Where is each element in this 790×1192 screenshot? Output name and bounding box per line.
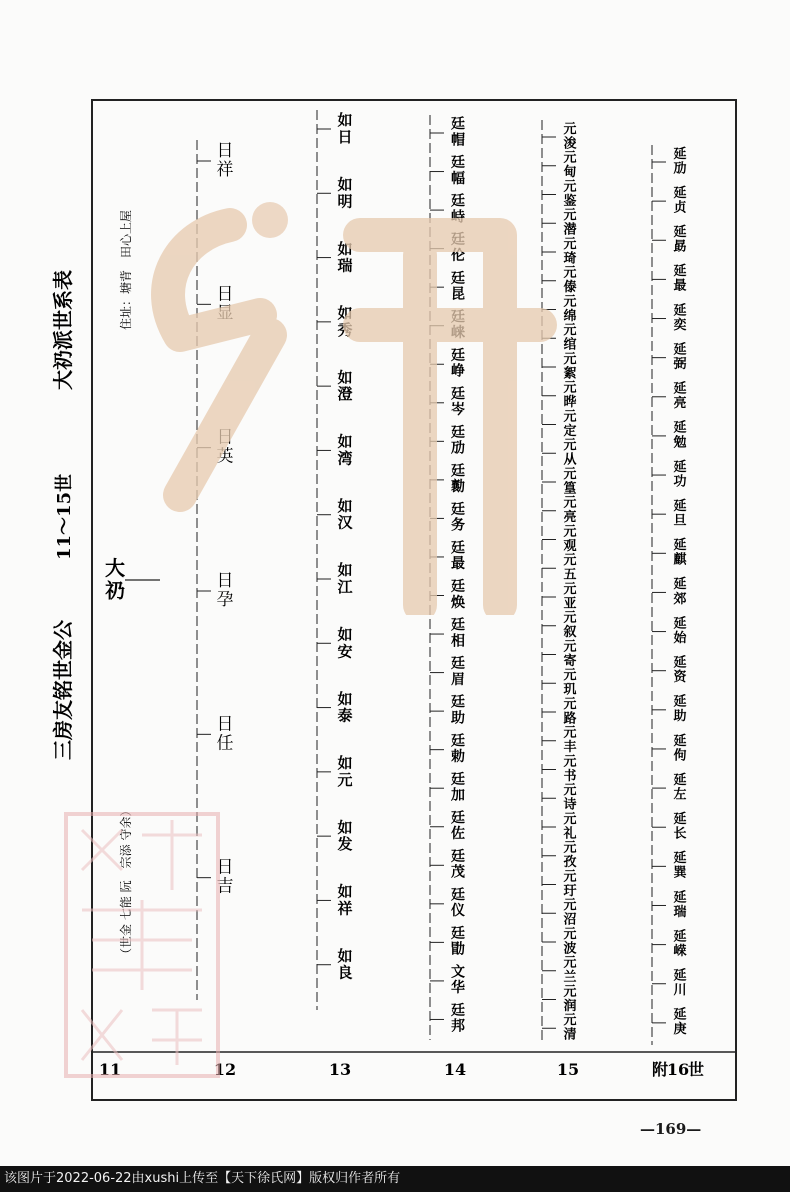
gen16-2 [673,928,687,959]
gen15-2-char: 元 [563,955,577,971]
gen15-5 [562,869,577,899]
gen16-10 [673,615,687,646]
gen16-14 [673,459,686,490]
gen15-16-char: 元 [563,553,577,569]
gen14-2 [451,925,465,958]
gen16-7 [673,733,686,764]
gen14-23-char: 廷 [451,116,465,133]
gen13-13-char: 日 [337,128,353,147]
generation-label-12: 12 [213,1060,237,1079]
gen15-6-char: 孜 [563,855,577,871]
page-range: 11～15世 [54,473,75,560]
gen15-27-char: 琦 [563,251,577,267]
gen13-4-char: 泰 [337,706,353,725]
gen16-10-char: 延 [673,616,687,632]
gen13-10-char: 如 [337,304,353,323]
gen15-31-char: 元 [563,121,577,137]
gen16-7-char: 佝 [673,748,687,764]
gen13-10-char: 秀 [337,320,353,339]
gen12-3-char: 英 [216,446,234,467]
gen15-7-char: 元 [563,811,577,827]
page-number: —169— [640,1120,702,1138]
gen16-6 [673,772,686,803]
gen15-28-char: 元 [563,208,577,224]
gen16-1-char: 川 [673,983,687,999]
gen14-8 [451,694,465,727]
gen16-1 [673,968,686,999]
gen13-9-char: 澄 [337,385,353,404]
gen15-10 [563,726,576,756]
gen14-6-char: 加 [451,787,465,804]
gen15-5-char: 元 [563,869,577,885]
gen14-3 [451,886,465,919]
gen14-11-char: 焕 [451,594,465,611]
gen16-14-char: 延 [673,459,687,475]
gen14-23-char: 帽 [451,132,465,149]
gen15-2 [563,956,576,986]
root-name-char: 大 [105,556,125,581]
gen16-22-char: 劢 [673,161,687,177]
gen13-5-char: 如 [337,625,353,644]
gen16-15 [673,420,686,451]
gen15-3-char: 波 [563,941,577,957]
gen16-5 [673,811,686,842]
gen15-16-char: 五 [563,567,577,583]
gen14-18-char: 崃 [451,324,465,341]
gen16-21-char: 延 [673,185,687,201]
gen15-3-char: 元 [563,926,577,942]
gen14-1-char: 华 [451,980,465,997]
copyright-footer: 该图片于2022-06-22由xushi上传至【天下徐氏网】版权归作者所有 [0,1166,790,1192]
gen15-4 [563,898,576,928]
gen15-11-char: 路 [563,711,577,727]
gen16-17-char: 延 [673,342,687,358]
gen14-13-char: 廷 [451,502,465,519]
gen16-5-char: 延 [673,812,687,828]
gen16-2-char: 嵘 [673,943,687,959]
gen15-30 [563,151,576,181]
gen14-0 [451,1002,465,1035]
gen14-5 [451,809,465,842]
address-note: 住址：塘背 田心上屋 [119,209,133,330]
gen16-21 [673,185,686,216]
gen13-0-char: 良 [337,963,353,982]
bracket-note: （世金 七能 阮 宗添 守余） [119,804,133,960]
gen16-10-char: 始 [673,630,687,646]
gen15-24-char: 元 [563,323,577,339]
gen14-15-char: 劢 [451,440,465,457]
gen13-0 [337,947,352,982]
gen15-31 [562,122,576,152]
gen15-7 [562,812,576,842]
gen15-23-char: 絮 [563,366,577,382]
gen14-0-char: 廷 [451,1003,465,1020]
gen16-9-char: 延 [673,655,687,671]
gen13-12-char: 如 [337,175,353,194]
gen14-20-char: 廷 [451,232,465,249]
gen14-22-char: 幅 [451,170,465,187]
gen12-4-char: 显 [216,303,234,324]
gen16-12 [673,537,687,568]
gen14-0-char: 邦 [451,1018,465,1035]
gen13-8-char: 湾 [337,449,353,468]
gen15-11-char: 元 [563,696,577,712]
gen14-7-char: 廷 [451,733,465,750]
gen16-13-char: 延 [673,498,687,514]
gen13-1-char: 祥 [337,899,353,918]
gen13-8-char: 如 [337,432,353,451]
gen15-30-char: 甸 [563,165,577,181]
gen15-18-char: 元 [563,495,577,511]
gen15-11 [563,697,576,727]
gen15-21-char: 定 [563,423,577,439]
gen14-2-char: 廷 [451,925,465,942]
gen16-22 [673,146,686,177]
gen13-1 [337,883,352,918]
gen14-4-char: 廷 [451,848,465,865]
gen14-22 [451,154,465,187]
gen14-7-char: 勅 [451,748,465,765]
gen15-6 [563,841,577,871]
root-name-char: 礽 [105,578,125,603]
gen14-17-char: 峥 [451,363,465,380]
gen13-9-char: 如 [337,368,353,387]
gen16-11-char: 延 [673,577,687,593]
gen13-5-char: 安 [337,642,353,661]
gen16-20-char: 延 [673,225,687,241]
gen15-12 [562,668,576,698]
gen12-1-char: 任 [216,733,234,754]
gen15-1 [562,984,576,1014]
gen15-28-char: 潜 [563,222,577,238]
gen14-4-char: 茂 [451,864,465,881]
gen13-0-char: 如 [337,946,353,965]
gen15-29-char: 鉴 [563,193,577,209]
gen16-2-char: 延 [673,929,687,945]
gen14-16-char: 岑 [451,402,465,419]
gen14-3-char: 仪 [451,903,465,920]
gen15-13-char: 元 [563,639,577,655]
gen13-1-char: 如 [337,882,353,901]
generation-label-13: 13 [328,1060,352,1079]
gen16-18-char: 奕 [673,317,687,333]
gen13-13 [337,111,352,146]
gen15-10-char: 丰 [563,740,577,756]
generation-label-15: 15 [556,1060,580,1079]
gen13-3 [337,754,352,789]
gen15-14-char: 元 [563,610,577,626]
gen14-22-char: 廷 [451,155,465,172]
gen13-4-char: 如 [337,689,353,708]
gen16-16-char: 延 [673,381,687,397]
gen14-18-char: 廷 [451,309,465,326]
gen15-14-char: 叙 [563,625,577,641]
gen15-8 [563,783,576,813]
gen15-0-char: 元 [563,1013,577,1029]
gen15-10-char: 元 [563,725,577,741]
gen16-13-char: 旦 [673,513,687,529]
gen12-5 [217,141,234,180]
gen14-19-char: 廷 [451,270,465,287]
gen15-2-char: 兰 [563,970,577,986]
gen15-1-char: 润 [563,998,577,1014]
generation-label-11: 11 [98,1060,122,1079]
gen16-4-char: 延 [673,851,687,867]
gen12-2-char: 日 [216,571,234,591]
gen16-21-char: 贞 [673,200,687,216]
gen13-5 [337,625,352,660]
gen16-12-char: 延 [673,538,687,554]
gen14-8-char: 廷 [451,694,465,711]
gen16-9 [673,654,687,685]
gen15-29-char: 元 [563,179,577,195]
gen14-21-char: 峙 [451,209,465,226]
gen14-4 [451,848,465,881]
gen15-4-char: 元 [563,898,577,914]
generation-label-14: 14 [443,1060,467,1079]
gen14-1-char: 文 [451,964,465,981]
gen14-10-char: 相 [451,633,465,650]
gen12-5-char: 祥 [216,160,234,181]
gen15-21-char: 元 [563,409,577,425]
gen15-25-char: 元 [563,294,577,310]
gen16-19-char: 延 [673,264,687,280]
gen13-11-char: 瑞 [337,256,353,275]
gen16-3 [673,889,686,920]
gen13-2-char: 如 [337,818,353,837]
table-title: 大礽派世系表 [51,270,75,390]
gen12-2-char: 孕 [216,590,234,611]
gen15-26-char: 傣 [563,280,577,296]
gen15-6-char: 元 [563,840,577,856]
gen15-30-char: 元 [563,150,577,166]
gen15-5-char: 玗 [563,883,577,899]
gen14-14-char: 廷 [451,463,465,480]
xu-logo-watermark [120,195,590,615]
gen12-5-char: 日 [216,141,234,161]
gen15-17-char: 元 [563,524,577,540]
gen15-31-char: 浚 [563,136,577,152]
gen14-5-char: 佐 [451,826,465,843]
gen15-18-char: 亮 [563,510,577,526]
gen14-3-char: 廷 [451,887,465,904]
gen12-1-char: 日 [216,714,234,735]
gen15-0-char: 清 [563,1027,577,1043]
gen15-8-char: 元 [563,783,577,799]
gen12-1 [217,714,234,753]
gen13-2 [336,818,352,853]
gen14-11-char: 廷 [451,579,465,596]
gen16-0 [673,1007,686,1038]
gen15-22-char: 元 [563,380,577,396]
gen14-12-char: 最 [451,556,465,573]
gen16-17-char: 弼 [673,357,687,373]
gen15-4-char: 沼 [563,912,577,928]
gen16-16 [673,381,686,412]
gen15-13 [563,639,576,669]
gen15-17-char: 观 [563,538,577,554]
page-title: 三房友铭世金公 [51,620,75,760]
gen16-20 [673,224,686,255]
gen16-8-char: 助 [673,709,687,725]
gen13-3-char: 元 [337,770,353,789]
gen16-4 [673,850,687,881]
gen14-21-char: 廷 [451,193,465,210]
gen16-3-char: 延 [673,890,687,906]
gen16-19 [673,263,686,294]
gen15-0 [563,1013,576,1043]
gen16-18 [673,302,686,333]
gen16-6-char: 左 [673,787,687,803]
gen14-6 [451,771,465,804]
gen15-3 [563,927,576,957]
gen16-19-char: 最 [673,278,687,294]
gen16-9-char: 资 [673,670,687,686]
gen16-20-char: 勗 [673,239,687,255]
gen16-11 [673,576,686,607]
gen13-7-char: 如 [337,496,353,515]
gen15-19-char: 篁 [563,481,577,497]
gen15-9-char: 元 [563,754,577,770]
gen14-15-char: 廷 [451,424,465,441]
gen14-17-char: 廷 [451,347,465,364]
gen13-13-char: 如 [337,111,353,130]
gen14-23 [451,116,465,149]
gen16-7-char: 延 [673,733,687,749]
gen16-15-char: 勉 [673,435,687,451]
gen14-9 [451,655,465,688]
gen16-18-char: 延 [673,303,687,319]
gen13-2-char: 发 [337,835,353,854]
gen14-19-char: 昆 [451,286,465,303]
gen14-20-char: 伦 [451,247,465,264]
gen16-0-char: 延 [673,1007,687,1023]
gen15-20-char: 元 [563,438,577,454]
gen13-6-char: 如 [337,561,353,580]
gen15-20-char: 从 [563,452,577,468]
gen16-15-char: 延 [673,420,687,436]
gen15-12-char: 玑 [563,682,577,698]
gen16-0-char: 庚 [673,1022,687,1038]
gen16-12-char: 麒 [673,552,687,568]
gen15-13-char: 寄 [563,653,577,669]
gen15-8-char: 诗 [563,797,577,813]
gen16-3-char: 瑞 [673,904,687,920]
gen16-4-char: 巽 [673,865,687,881]
gen16-14-char: 功 [673,474,687,490]
gen16-1-char: 延 [673,968,687,984]
gen14-2-char: 勖 [451,941,465,958]
gen13-6-char: 江 [337,578,353,597]
gen15-25-char: 绵 [563,308,577,324]
gen14-13-char: 务 [451,517,465,534]
gen15-23-char: 元 [563,351,577,367]
gen14-9-char: 眉 [451,671,465,688]
gen13-12-char: 明 [337,192,353,211]
gen16-5-char: 长 [673,826,687,842]
gen12-0-char: 吉 [216,876,234,897]
generation-label-世: 世 [687,1060,705,1079]
gen14-7 [451,732,465,765]
generation-label-附: 附 [651,1060,669,1079]
gen13-11-char: 如 [337,239,353,258]
gen15-26-char: 元 [563,265,577,281]
gen14-1 [451,964,465,997]
gen12-4-char: 日 [216,284,234,305]
gen16-11-char: 郊 [673,591,687,607]
gen14-12-char: 廷 [451,540,465,557]
gen15-15-char: 元 [563,581,577,597]
gen15-9-char: 书 [563,768,577,784]
gen15-19-char: 元 [563,466,577,482]
gen14-16-char: 廷 [451,386,465,403]
gen15-15-char: 亚 [563,596,577,612]
gen15-12-char: 元 [563,668,577,684]
gen16-16-char: 亮 [673,396,687,412]
gen16-8-char: 延 [673,694,687,710]
gen13-7-char: 汉 [337,513,353,532]
gen14-10 [451,617,465,650]
gen15-7-char: 礼 [563,826,577,842]
gen15-1-char: 元 [563,984,577,1000]
gen14-9-char: 廷 [451,656,465,673]
gen13-3-char: 如 [337,754,353,773]
gen14-10-char: 廷 [451,617,465,634]
gen15-24-char: 绾 [563,337,577,353]
gen15-22-char: 晔 [563,395,577,411]
gen14-14-char: 勷 [451,479,465,496]
gen15-27-char: 元 [563,236,577,252]
gen16-6-char: 延 [673,772,687,788]
red-seal-watermark [62,810,222,1080]
gen13-4 [337,690,352,725]
gen16-17 [672,341,686,372]
generation-label-16: 16 [666,1060,690,1079]
gen16-22-char: 延 [673,146,687,162]
gen16-8 [672,694,686,725]
gen14-6-char: 廷 [451,771,465,788]
gen14-5-char: 廷 [451,810,465,827]
gen12-0-char: 日 [216,857,234,878]
gen14-8-char: 助 [451,710,465,727]
gen12-3-char: 日 [216,427,234,448]
gen16-13 [673,498,686,529]
gen15-9 [563,754,576,784]
